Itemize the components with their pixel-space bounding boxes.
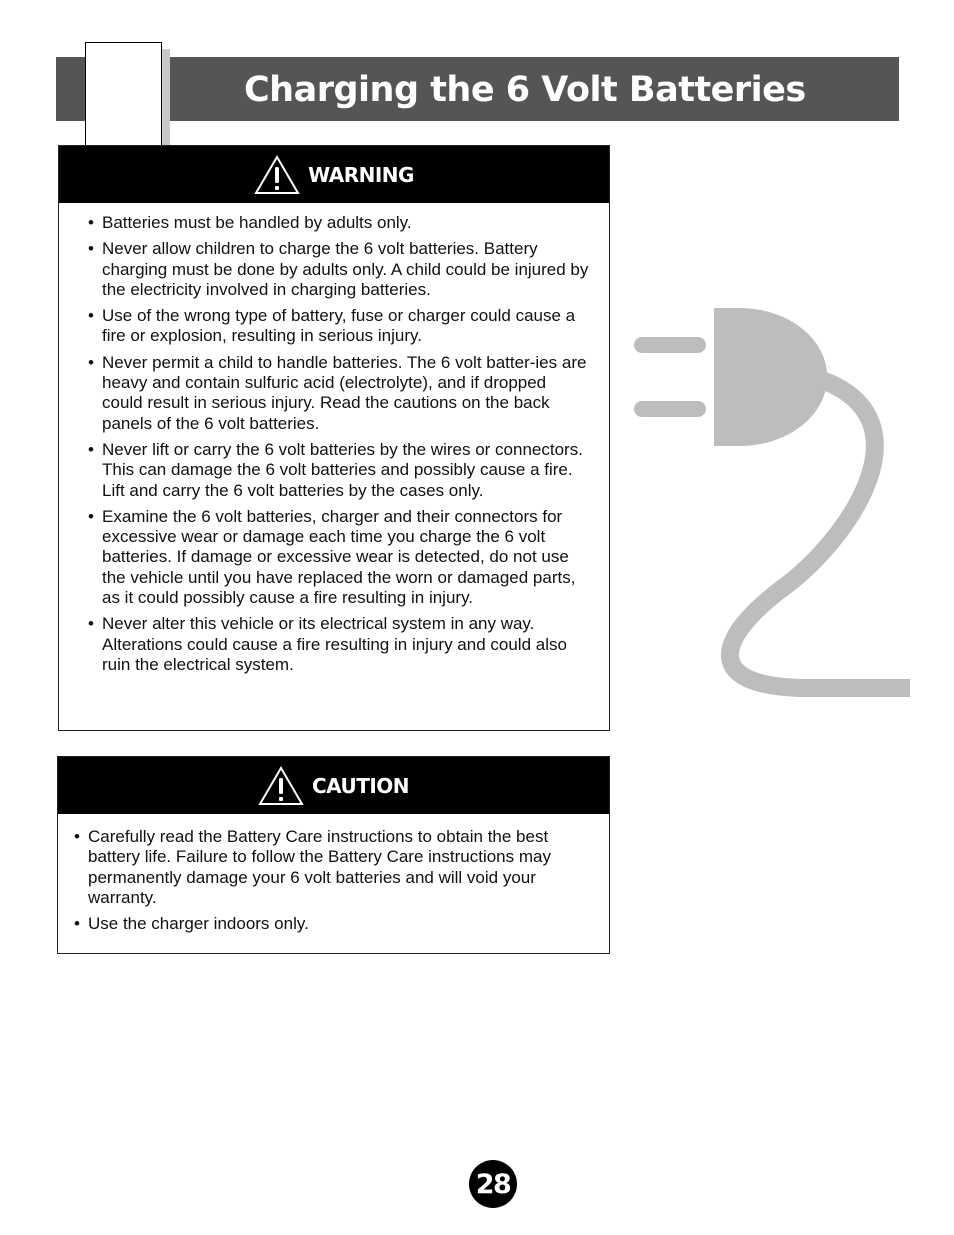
page-title: Charging the 6 Volt Batteries <box>244 70 806 110</box>
warning-header <box>59 146 609 203</box>
caution-item: • Carefully read the Battery Care instructions to obtain the best battery life. Failure to follow the Battery Care instructions may permanently damage your 6 volt batteries and will void your warranty. <box>88 827 595 908</box>
warning-item: • Use of the wrong type of battery, fuse or charger could cause a fire or explosion, resulting in serious injury. <box>102 306 591 347</box>
warning-item: • Never lift or carry the 6 volt batteries by the wires or connectors. This can damage the 6 volt batteries and possibly cause a fire. Lift and carry the 6 volt batteries by the cases only. <box>102 440 591 501</box>
caution-triangle-icon <box>258 766 304 806</box>
warning-item: • Batteries must be handled by adults only. <box>102 213 591 233</box>
warning-item: • Never allow children to charge the 6 volt batteries. Battery charging must be done by adults only. A child could be injured by the electricity involved in charging batteries. <box>102 239 591 300</box>
warning-item: • Examine the 6 volt batteries, charger and their connectors for excessive wear or damage each time you charge the 6 volt batteries. If damage or excessive wear is detected, do not use the vehicle until you have replaced the worn or damaged parts, as it could possibly cause a fire resulting in injury. <box>102 507 591 608</box>
caution-list <box>58 814 609 934</box>
warning-panel <box>58 145 610 731</box>
warning-item: • Never alter this vehicle or its electrical system in any way. Alterations could cause a fire resulting in injury and could also ruin the electrical system. <box>102 614 591 675</box>
caution-label: CAUTION <box>311 773 410 798</box>
electric-plug-icon <box>630 300 920 715</box>
warning-label: WARNING <box>308 162 414 187</box>
page-number: 28 <box>475 1168 511 1200</box>
caution-item: • Use the charger indoors only. <box>88 914 595 934</box>
warning-triangle-icon <box>254 155 300 195</box>
caution-panel <box>57 756 610 954</box>
warning-item: • Never permit a child to handle batteries. The 6 volt batter-ies are heavy and contain sulfuric acid (electrolyte), and if dropped could result in serious injury. Read the cautions on the back panels of the 6 volt batteries. <box>102 353 591 434</box>
section-tab <box>85 42 162 150</box>
caution-header <box>58 757 609 814</box>
warning-list <box>59 203 609 675</box>
page-number-badge <box>469 1160 517 1208</box>
